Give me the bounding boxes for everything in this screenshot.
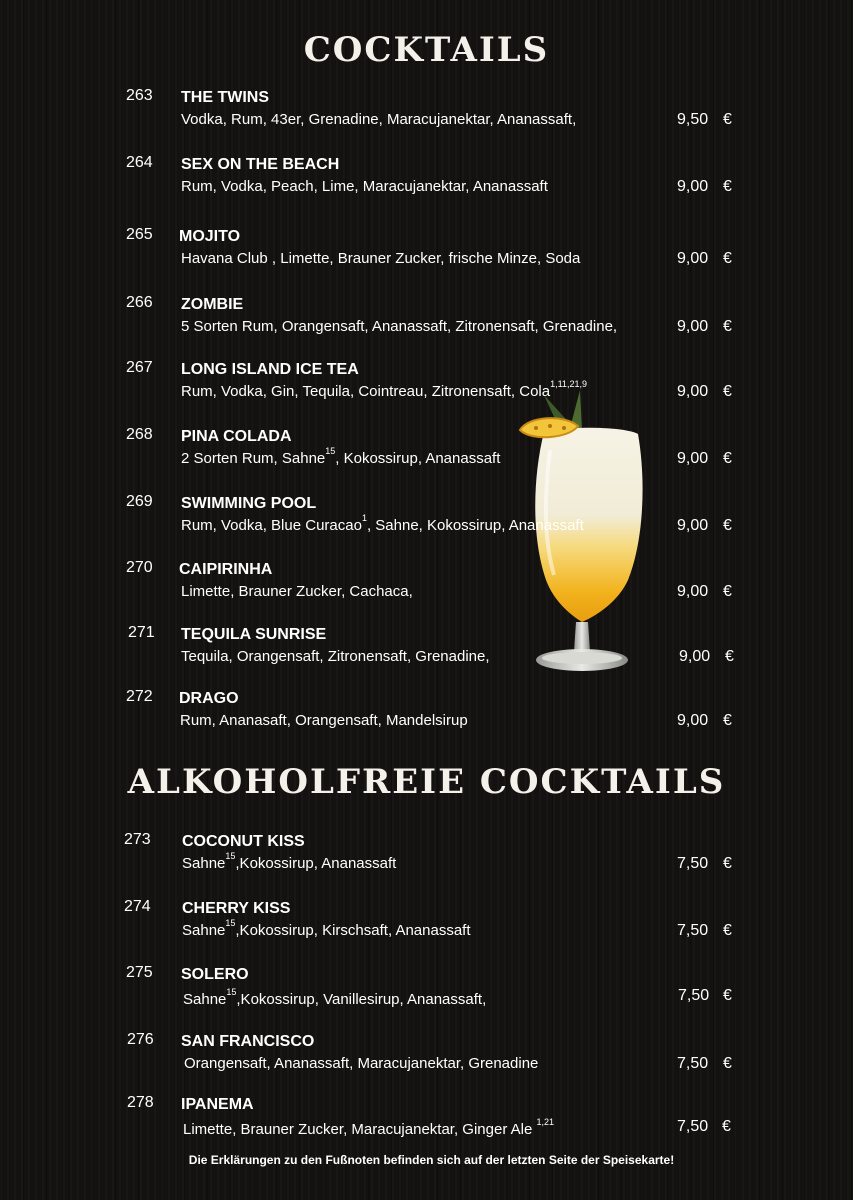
currency-symbol: € [723,583,732,600]
currency-symbol: € [723,111,732,128]
menu-item-275 [0,964,853,1014]
item-description: Tequila, Orangensaft, Zitronensaft, Grenadine, [181,648,490,665]
item-name: SOLERO [181,966,249,983]
item-number: 273 [124,831,151,848]
currency-symbol: € [722,1118,731,1135]
menu-item-270 [0,559,853,609]
item-number: 264 [126,154,153,171]
currency-symbol: € [723,450,732,467]
item-price: 9,00 [677,517,709,534]
menu-item-267 [0,359,853,409]
menu-item-268 [0,426,853,476]
item-price: 9,50 [677,111,709,128]
item-price: 7,50 [677,855,709,872]
item-description: Havana Club , Limette, Brauner Zucker, frische Minze, Soda [181,250,581,267]
item-description: Rum, Vodka, Peach, Lime, Maracujanektar, Ananassaft [181,178,548,195]
currency-symbol: € [723,383,732,400]
item-price: 9,00 [677,450,709,467]
footnote-marker: 15 [226,987,237,997]
item-price: 9,00 [677,250,709,267]
menu-item-271 [0,624,853,674]
item-number: 268 [126,426,153,443]
item-description: Sahne$^{15}$,Kokossirup, Vanillesirup, Ananassaft, [183,987,487,1008]
menu-item-266 [0,294,853,344]
item-number: 270 [126,559,153,576]
item-name: MOJITO [179,228,241,245]
currency-symbol: € [723,922,732,939]
footnote-text: Die Erklärungen zu den Fußnoten befinden sich auf der letzten Seite der Speisekarte! [188,1153,675,1167]
currency-symbol: € [723,517,732,534]
item-number: 271 [128,624,155,641]
currency-symbol: € [725,648,734,665]
footnote-marker: 15 [225,918,236,928]
item-description: Sahne$^{15}$,Kokossirup, Kirschsaft, Ananassaft [182,918,471,939]
item-description: Vodka, Rum, 43er, Grenadine, Maracujanektar, Ananassaft, [181,111,577,128]
item-name: SEX ON THE BEACH [181,156,340,173]
item-description: 2 Sorten Rum, Sahne$^{15}$, Kokossirup, Ananassaft [181,446,501,467]
item-number: 272 [126,688,153,705]
item-number: 263 [126,87,153,104]
footnote-marker: 1,21 [536,1117,555,1127]
menu-item-265 [0,226,853,276]
footnote-marker: 1,11,21,9 [550,379,587,389]
item-price: 9,00 [677,383,709,400]
item-name: SAN FRANCISCO [181,1033,315,1050]
item-name: TEQUILA SUNRISE [181,626,327,643]
section-heading-alcohol-free: ALKOHOLFREIE COCKTAILS [127,762,726,802]
item-name: PINA COLADA [181,428,292,445]
item-number: 274 [124,898,151,915]
menu-item-274 [0,898,853,948]
section-heading-cocktails: COCKTAILS [303,30,550,70]
item-number: 275 [126,964,153,981]
item-description: Sahne$^{15}$,Kokossirup, Ananassaft [182,851,397,872]
item-number: 266 [126,294,153,311]
item-name: DRAGO [179,690,239,707]
item-description: Orangensaft, Ananassaft, Maracujanektar, Grenadine [184,1055,539,1072]
item-number: 278 [127,1094,154,1111]
item-price: 7,50 [677,1055,709,1072]
item-number: 265 [126,226,153,243]
item-price: 9,00 [677,712,709,729]
menu-item-269 [0,493,853,543]
menu-item-272 [0,688,853,738]
currency-symbol: € [723,178,732,195]
menu-item-278 [0,1094,853,1144]
item-price: 9,00 [677,583,709,600]
item-price: 9,00 [677,318,709,335]
currency-symbol: € [723,987,732,1004]
footnote-marker: 15 [325,446,336,456]
item-name: THE TWINS [181,89,269,106]
currency-symbol: € [723,855,732,872]
footnote-marker: 1 [361,513,367,523]
item-price: 9,00 [679,648,711,665]
item-description: Limette, Brauner Zucker, Maracujanektar, Ginger Ale $^{1,21}$ [183,1117,555,1138]
menu-item-276 [0,1031,853,1081]
item-description: 5 Sorten Rum, Orangensaft, Ananassaft, Zitronensaft, Grenadine, [181,318,618,335]
menu-item-264 [0,154,853,204]
item-name: CHERRY KISS [182,900,291,917]
item-description: Limette, Brauner Zucker, Cachaca, [181,583,413,600]
footnote-marker: 15 [225,851,236,861]
item-price: 7,50 [677,922,709,939]
menu-item-273 [0,831,853,881]
item-price: 9,00 [677,178,709,195]
item-description: Rum, Vodka, Gin, Tequila, Cointreau, Zitronensaft, Cola$^{1,11,21,9}$ [181,379,587,400]
item-name: SWIMMING POOL [181,495,317,512]
item-name: CAIPIRINHA [179,561,273,578]
item-name: COCONUT KISS [182,833,305,850]
item-number: 276 [127,1031,154,1048]
currency-symbol: € [723,318,732,335]
item-number: 267 [126,359,153,376]
item-price: 7,50 [677,1118,709,1135]
item-number: 269 [126,493,153,510]
item-name: IPANEMA [181,1096,254,1113]
currency-symbol: € [723,712,732,729]
menu-item-263 [0,87,853,137]
currency-symbol: € [723,250,732,267]
item-name: ZOMBIE [181,296,244,313]
item-description: Rum, Ananasaft, Orangensaft, Mandelsirup [180,712,468,729]
item-name: LONG ISLAND ICE TEA [181,361,359,378]
item-price: 7,50 [678,987,710,1004]
currency-symbol: € [723,1055,732,1072]
item-description: Rum, Vodka, Blue Curacao$^1$, Sahne, Kokossirup, Ananassaft [181,513,584,534]
